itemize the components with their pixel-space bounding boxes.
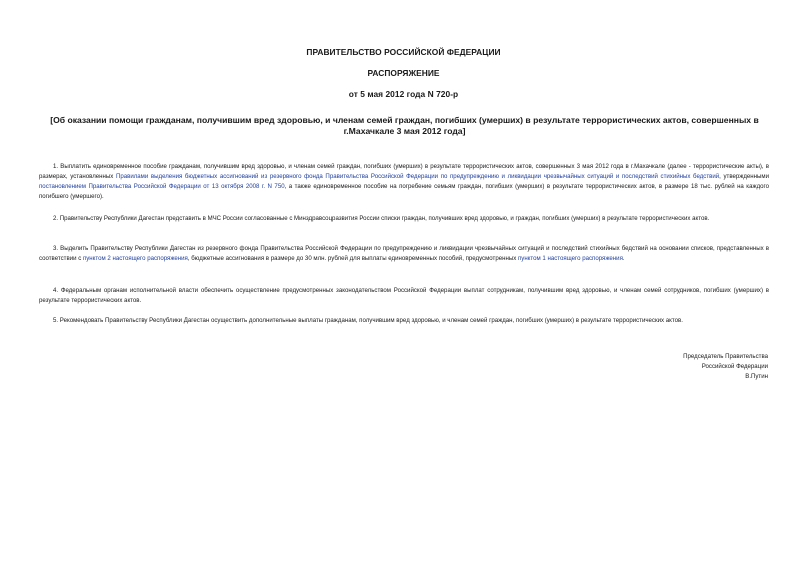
document-title: [Об оказании помощи гражданам, получившим вред здоровью, и членам семей граждан, погибших (умерших) в результате террористических актов, совершенных в г.Махачкале 3 мая 2012 года] <box>50 115 759 136</box>
document-type-heading: РАСПОРЯЖЕНИЕ <box>367 68 440 78</box>
rules-link[interactable]: Правилами выделения бюджетных ассигнований из резервного фонда Правительства Российской Федерации по предупреждению и ликвидации чрезвычайных ситуаций и последствий стихийных бедствий <box>115 173 720 181</box>
point-2-link[interactable]: пунктом 2 настоящего распоряжения <box>82 255 188 263</box>
paragraph-3-text-b: , бюджетные ассигнования в размере до 30 млн. рублей для выплаты единовременных пособий, предусмотренных <box>187 255 518 263</box>
paragraph-1-text-b: , утвержденными <box>719 173 769 181</box>
document-date-number: от 5 мая 2012 года N 720-р <box>348 89 459 99</box>
paragraph-3-text-c: . <box>622 255 625 263</box>
signatory-position: Председатель Правительства <box>683 353 768 360</box>
issuer-heading: ПРАВИТЕЛЬСТВО РОССИЙСКОЙ ФЕДЕРАЦИИ <box>306 47 501 57</box>
signatory-organization: Российской Федерации <box>701 363 768 371</box>
paragraph-1-text-a: 1. Выплатить единовременное пособие гражданам, получившим вред здоровью, и членам семей граждан, погибших (умерших) в результате террористических актов, совершенных 3 мая 2012 года в г.Махачкале (далее - террористические акты), в размерах, установленных <box>39 163 769 181</box>
signatory-name: В.Путин <box>745 373 768 381</box>
signature-block <box>518 352 768 383</box>
paragraph-4: 4. Федеральным органам исполнительной власти обеспечить осуществление предусмотренных законодательством Российской Федерации выплат сотрудникам, получившим вред здоровью, и членам семей сотрудников, погибших (умерших) в результате террористических актов. <box>39 287 769 305</box>
resolution-link[interactable]: постановлением Правительства Российской Федерации от 13 октября 2008 г. N 750 <box>39 183 285 191</box>
point-1-link[interactable]: пунктом 1 настоящего распоряжения <box>517 255 623 263</box>
paragraph-3 <box>39 244 769 264</box>
paragraph-1 <box>39 162 769 202</box>
paragraph-3-text-a: 3. Выделить Правительству Республики Дагестан из резервного фонда Правительства Российской Федерации по предупреждению и ликвидации чрезвычайных ситуаций и последствий стихийных бедствий на основании списков, представленных в соответствии с <box>39 245 769 263</box>
paragraph-5: 5. Рекомендовать Правительству Республики Дагестан осуществить дополнительные выплаты гражданам, получившим вред здоровью, и членам семей граждан, погибших (умерших) в результате террористических актов. <box>53 317 683 325</box>
paragraph-1-text-c: , а также единовременное пособие на погребение семьям граждан, погибших (умерших) в результате террористических актов, в размере 18 тыс. рублей на каждого погибшего (умершего). <box>39 183 769 201</box>
paragraph-2: 2. Правительству Республики Дагестан представить в МЧС России согласованные с Минздравсоцразвития России списки граждан, получивших вред здоровью, и граждан, погибших (умерших) в результате террористических актов. <box>53 215 710 223</box>
